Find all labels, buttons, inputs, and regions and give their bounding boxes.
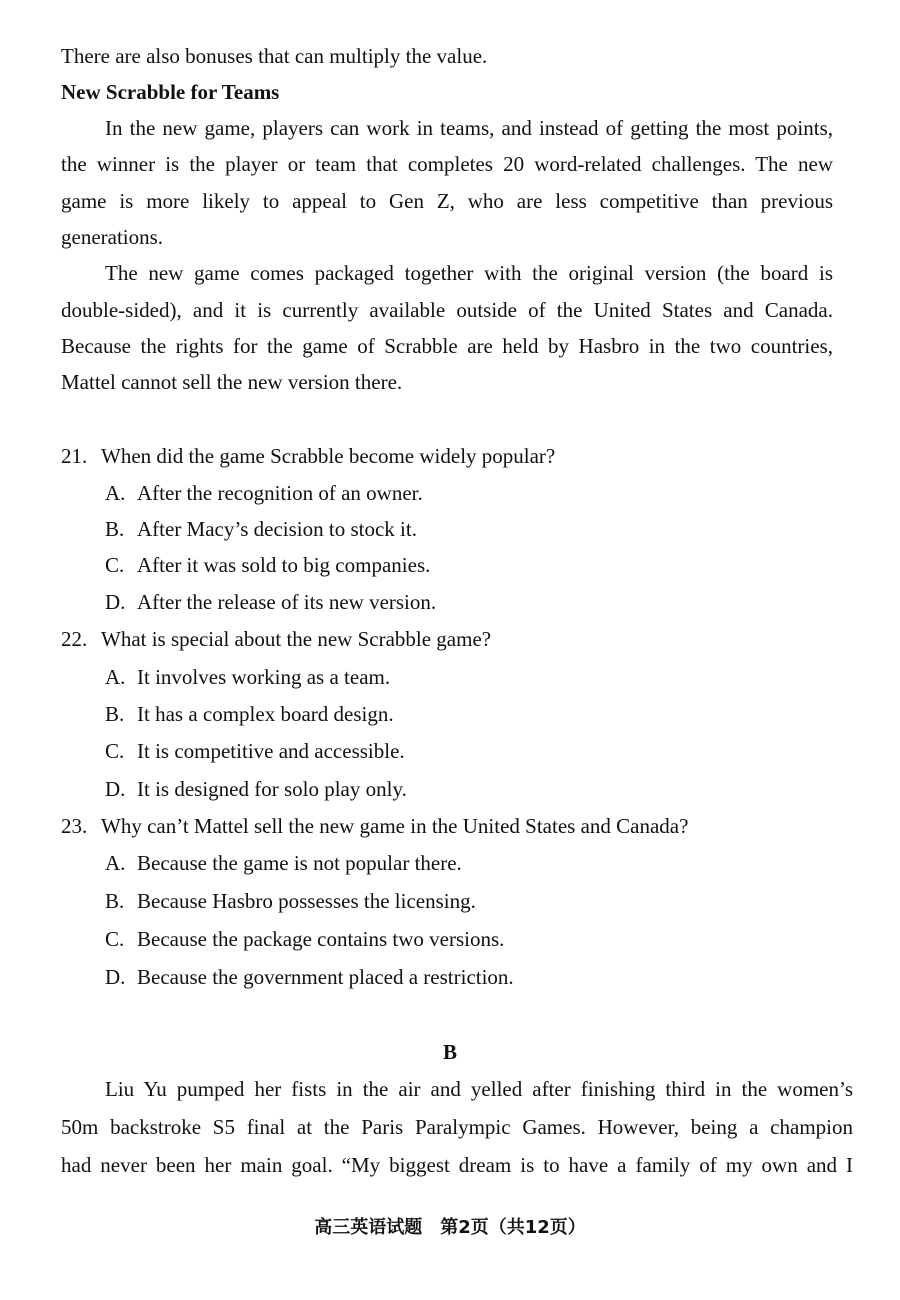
option-letter: D. (105, 590, 126, 614)
question-text: What is special about the new Scrabble game? (101, 627, 492, 651)
option-text: It has a complex board design. (137, 702, 394, 726)
answer-option (105, 888, 476, 914)
paragraph-line: 50m backstroke S5 final at the Paris Paralympic Games. However, being a champion (61, 1115, 853, 1139)
paragraph-line: In the new game, players can work in teams, and instead of getting the most points, (105, 116, 833, 140)
option-letter: D. (105, 965, 126, 989)
paragraph-line: the winner is the player or team that completes 20 word-related challenges. The new (61, 152, 833, 176)
passage-line: There are also bonuses that can multiply the value. (61, 44, 488, 68)
question-number: 22. (61, 627, 88, 651)
option-letter: A. (105, 665, 126, 689)
paragraph-line: Mattel cannot sell the new version there. (61, 370, 403, 394)
option-letter: A. (105, 481, 126, 505)
answer-option (105, 701, 394, 727)
option-text: Because Hasbro possesses the licensing. (137, 889, 476, 913)
option-letter: D. (105, 777, 126, 801)
option-letter: C. (105, 553, 125, 577)
paragraph-line: generations. (61, 225, 164, 249)
option-letter: B. (105, 517, 125, 541)
question-number: 21. (61, 444, 88, 468)
answer-option (105, 738, 405, 764)
question-stem (61, 813, 688, 839)
answer-option (105, 850, 462, 876)
paragraph-line: Because the rights for the game of Scrabble are held by Hasbro in the two countries, (61, 334, 833, 358)
option-text: Because the package contains two versions. (137, 927, 505, 951)
option-text: Because the game is not popular there. (137, 851, 462, 875)
option-text: It is competitive and accessible. (137, 739, 405, 763)
question-text: When did the game Scrabble become widely popular? (101, 444, 556, 468)
option-letter: C. (105, 739, 125, 763)
answer-option (105, 664, 390, 690)
answer-option (105, 552, 430, 578)
option-text: After it was sold to big companies. (137, 553, 431, 577)
option-letter: B. (105, 702, 125, 726)
option-text: After the recognition of an owner. (137, 481, 423, 505)
answer-option (105, 926, 504, 952)
option-text: It involves working as a team. (137, 665, 391, 689)
option-text: After Macy’s decision to stock it. (137, 517, 417, 541)
option-text: After the release of its new version. (137, 590, 437, 614)
answer-option (105, 516, 417, 542)
section-letter: B (442, 1040, 457, 1064)
question-number: 23. (61, 814, 88, 838)
paragraph-line: Liu Yu pumped her fists in the air and yelled after finishing third in the women’s (105, 1077, 853, 1101)
option-text: It is designed for solo play only. (137, 777, 407, 801)
paragraph-line: The new game comes packaged together with the original version (the board is (105, 261, 833, 285)
question-stem (61, 443, 555, 469)
answer-option (105, 480, 423, 506)
section-heading: New Scrabble for Teams (61, 80, 280, 104)
page-footer: 高三英语试题 第2页（共12页） (314, 1217, 586, 1238)
option-letter: B. (105, 889, 125, 913)
option-letter: A. (105, 851, 126, 875)
question-text: Why can’t Mattel sell the new game in the United States and Canada? (101, 814, 689, 838)
answer-option (105, 776, 407, 802)
option-letter: C. (105, 927, 125, 951)
paragraph-line: game is more likely to appeal to Gen Z, who are less competitive than previous (61, 189, 833, 213)
answer-option (105, 964, 514, 990)
question-stem (61, 626, 491, 652)
paragraph-line: had never been her main goal. “My biggest dream is to have a family of my own and I (61, 1153, 853, 1177)
paragraph-line: double-sided), and it is currently available outside of the United States and Canada. (61, 298, 833, 322)
answer-option (105, 589, 436, 615)
option-text: Because the government placed a restriction. (137, 965, 514, 989)
